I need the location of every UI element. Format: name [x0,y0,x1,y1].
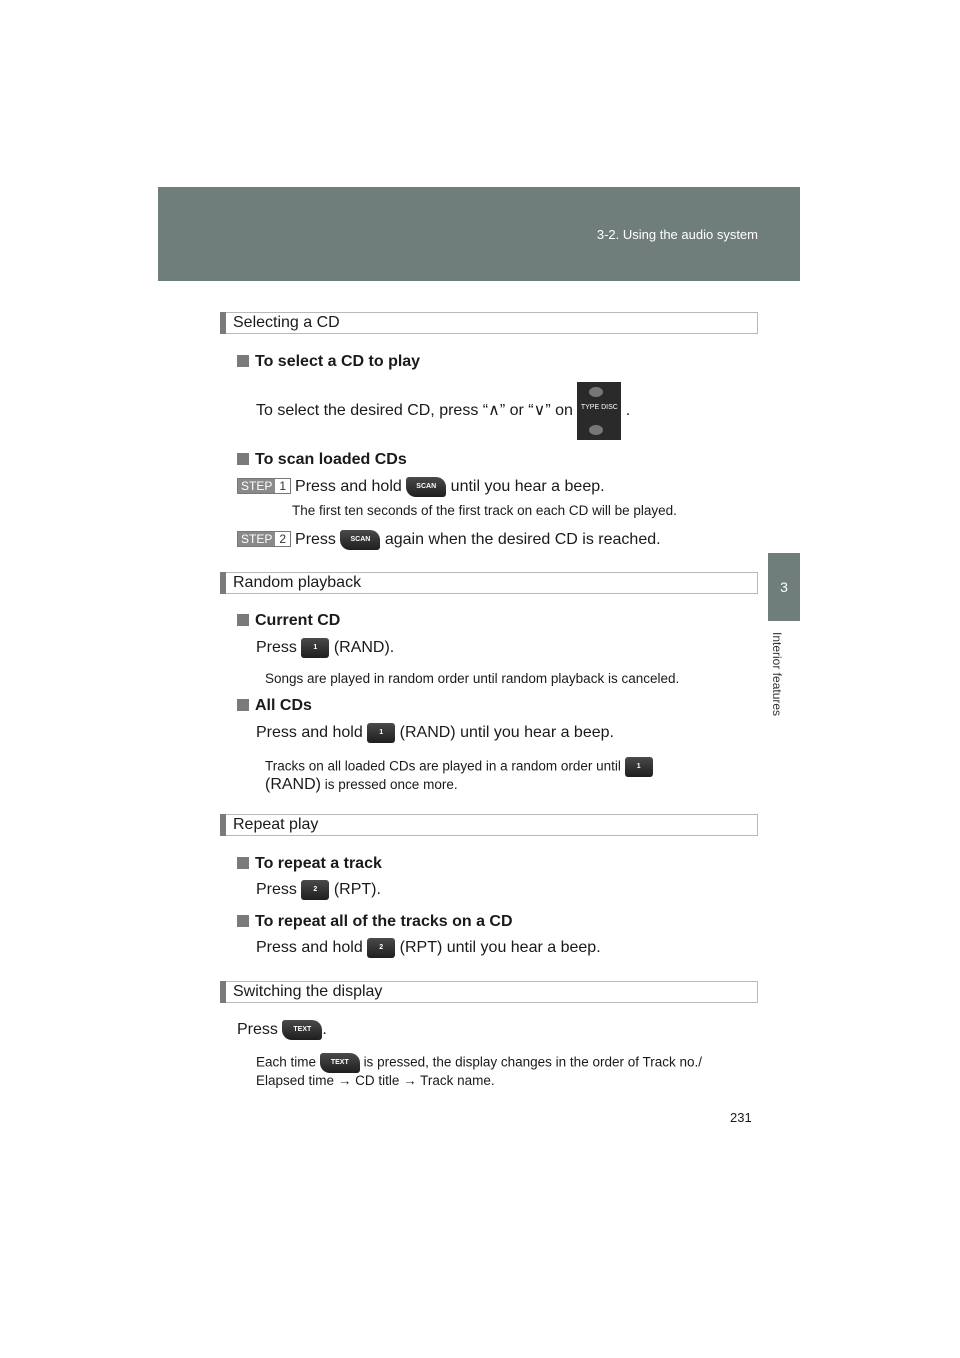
scan-button-icon: SCAN [340,530,380,550]
step-1-badge: STEP 1 [237,478,291,494]
section-breadcrumb: 3-2. Using the audio system [596,227,758,242]
step-2-line: STEP 2 Press SCAN again when the desired CD is reached. [237,530,661,550]
preset-1-button-icon: 1 [625,757,653,777]
square-bullet-icon [237,453,249,465]
select-cd-instruction: To select the desired CD, press “∧” or “∨” on TYPE DISC . [256,381,630,441]
preset-2-button-icon: 2 [301,880,329,900]
all-cds-note-line-1: Tracks on all loaded CDs are played in a random order until 1 [265,757,653,777]
preset-2-button-icon: 2 [367,938,395,958]
chapter-label: Interior features [770,632,784,717]
header-band [158,187,800,281]
switch-display-note-line-2: Elapsed time → CD title → Track name. [256,1073,495,1088]
square-bullet-icon [237,699,249,711]
square-bullet-icon [237,857,249,869]
repeat-track-instruction: Press 2 (RPT). [256,881,381,899]
square-bullet-icon [237,355,249,367]
switch-display-instruction: Press TEXT . [237,1021,327,1039]
square-bullet-icon [237,915,249,927]
all-cds-note-line-2: (RAND) is pressed once more. [265,776,458,793]
subheading-select-cd: To select a CD to play [237,353,420,371]
knob-up-icon [589,387,603,397]
subheading-repeat-track: To repeat a track [237,855,382,873]
text-button-icon: TEXT [282,1020,322,1040]
preset-1-button-icon: 1 [367,723,395,743]
preset-1-button-icon: 1 [301,638,329,658]
step-2-badge: STEP 2 [237,531,291,547]
right-arrow-icon: → [403,1073,417,1088]
subheading-all-cds: All CDs [237,697,312,715]
section-heading-repeat-play: Repeat play [220,814,758,836]
chapter-tab: 3 [768,553,800,621]
section-heading-switching-display: Switching the display [220,981,758,1003]
page-number: 231 [730,1110,752,1125]
subheading-scan-cds: To scan loaded CDs [237,451,407,469]
step-1-line: STEP 1 Press and hold SCAN until you hear a beep. [237,477,605,497]
text-button-icon: TEXT [320,1053,360,1073]
step-1-note: The first ten seconds of the first track on each CD will be played. [292,503,677,518]
switch-display-note-line-1: Each time TEXT is pressed, the display changes in the order of Track no./ [256,1053,702,1073]
all-cds-instruction: Press and hold 1 (RAND) until you hear a beep. [256,724,614,742]
subheading-current-cd: Current CD [237,612,340,630]
section-heading-selecting-cd: Selecting a CD [220,312,758,334]
current-cd-instruction: Press 1 (RAND). [256,639,395,657]
current-cd-note: Songs are played in random order until random playback is canceled. [265,671,680,686]
repeat-all-instruction: Press and hold 2 (RPT) until you hear a beep. [256,939,601,957]
subheading-repeat-all: To repeat all of the tracks on a CD [237,913,513,931]
square-bullet-icon [237,614,249,626]
scan-button-icon: SCAN [406,477,446,497]
section-heading-random-playback: Random playback [220,572,758,594]
knob-down-icon [589,425,603,435]
right-arrow-icon: → [337,1073,352,1088]
type-disc-knob-icon: TYPE DISC [577,382,621,440]
